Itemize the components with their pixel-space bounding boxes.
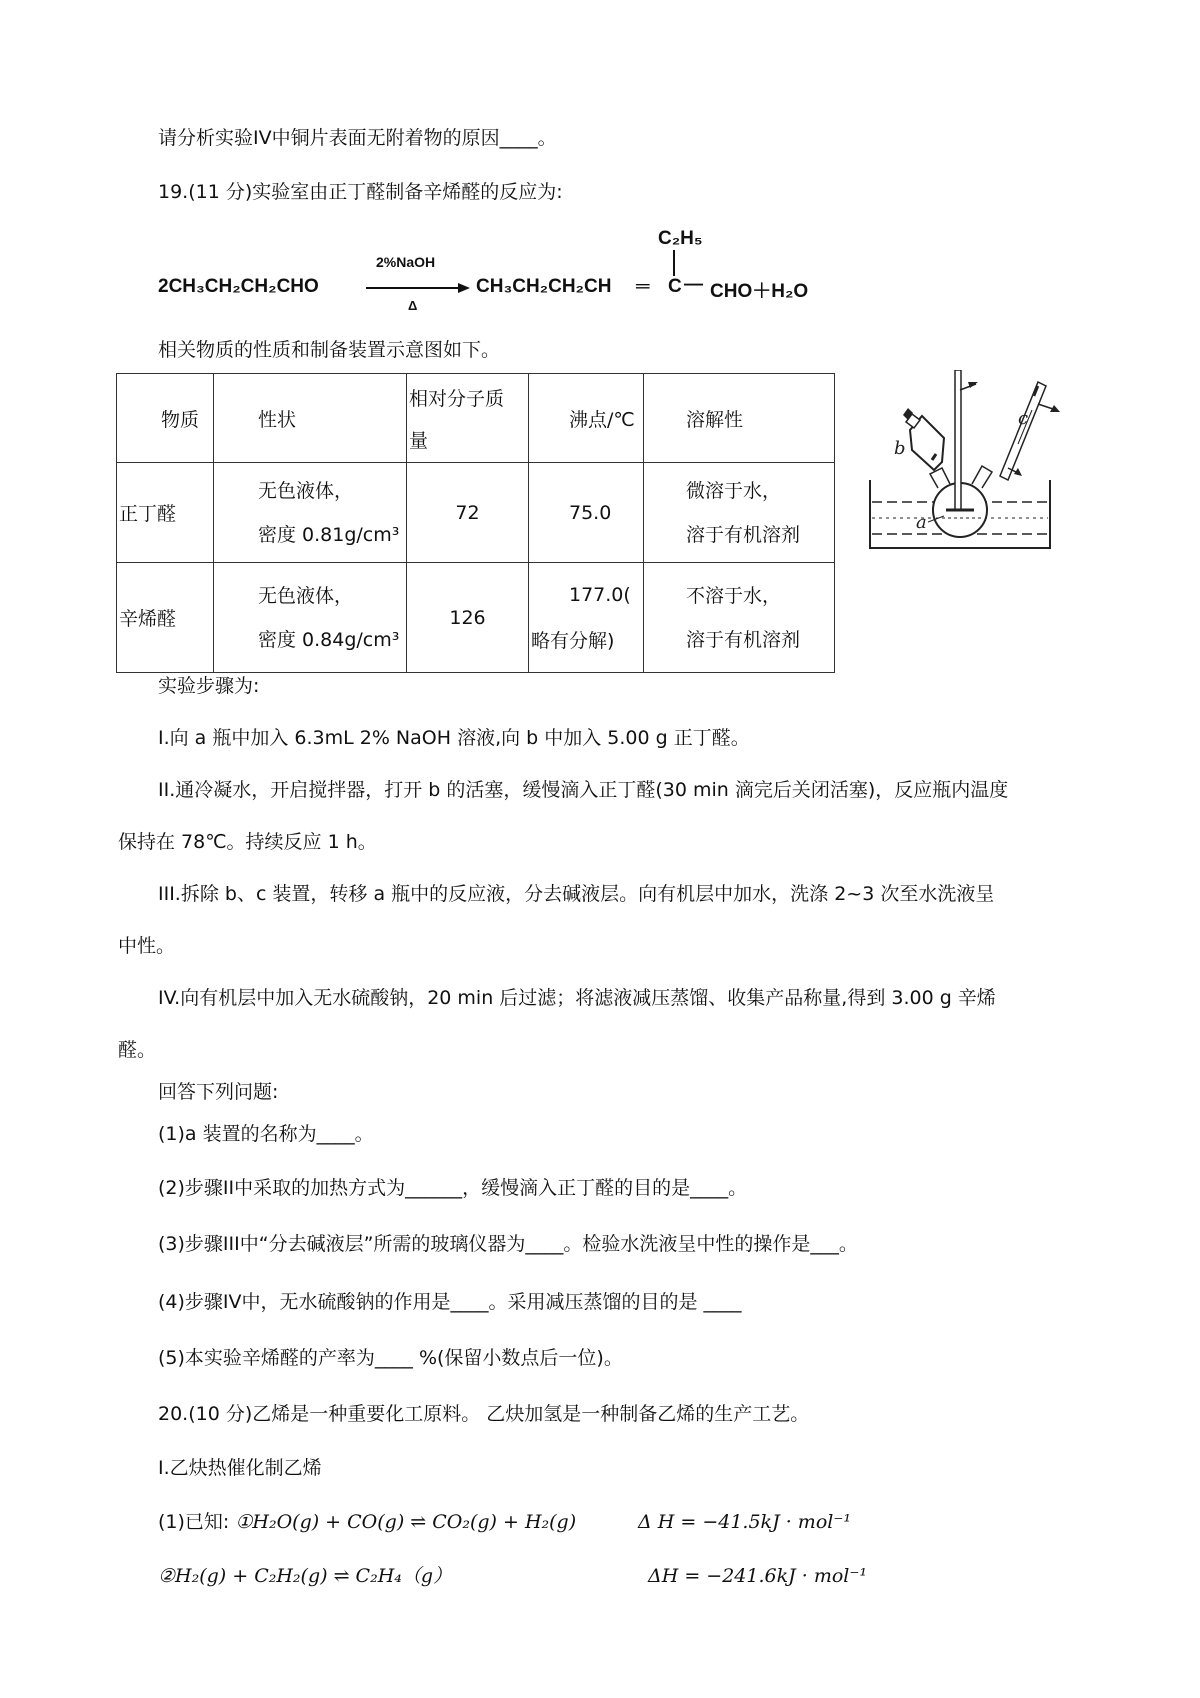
table-row bbox=[117, 463, 835, 563]
step-2-line-1: II.通冷凝水，开启搅拌器，打开 b 的活塞，缓慢滴入正丁醛(30 min 滴完后关闭活塞)，反应瓶内温度 bbox=[158, 779, 1009, 801]
equation-1-enthalpy: Δ H = −41.5kJ · mol⁻¹ bbox=[638, 1511, 851, 1533]
state-cell bbox=[214, 574, 406, 662]
label-b: b bbox=[894, 438, 906, 459]
question-18-tail: 请分析实验IV中铜片表面无附着物的原因____。 bbox=[158, 127, 557, 149]
central-carbon: C bbox=[668, 276, 682, 297]
double-bond: ═ bbox=[636, 276, 650, 297]
bp-cell bbox=[529, 572, 643, 664]
sub-question-2: (2)步骤II中采取的加热方式为______，缓慢滴入正丁醛的目的是____。 bbox=[158, 1177, 748, 1199]
question-20-heading: 20.(10 分)乙烯是一种重要化工原料。 乙炔加氢是一种制备乙烯的生产工艺。 bbox=[158, 1403, 810, 1425]
solubility-cell bbox=[644, 574, 834, 662]
condition-bottom: Δ bbox=[408, 298, 418, 313]
state-line-1: 无色液体， bbox=[258, 584, 354, 607]
question-19-heading: 19.(11 分)实验室由正丁醛制备辛烯醛的反应为: bbox=[158, 181, 563, 203]
sub-question-4: (4)步骤IV中，无水硫酸钠的作用是____。采用减压蒸馏的目的是 ____ bbox=[158, 1291, 742, 1313]
solubility-cell bbox=[644, 469, 834, 557]
table-header-row bbox=[117, 374, 835, 463]
equation-2: ②H₂(g) + C₂H₂(g) ⇌ C₂H₄（g） bbox=[158, 1565, 453, 1587]
ethyl-branch: C₂H₅ bbox=[658, 228, 703, 249]
step-4-line-2: 醛。 bbox=[118, 1039, 157, 1061]
part-1-title: I.乙炔热催化制乙烯 bbox=[158, 1457, 322, 1479]
condition-top: 2%NaOH bbox=[376, 254, 436, 270]
step-3-line-2: 中性。 bbox=[118, 935, 176, 957]
step-2-line-2: 保持在 78℃。持续反应 1 h。 bbox=[118, 831, 377, 853]
header-boiling-point: 沸点/℃ bbox=[569, 408, 635, 431]
bp-line-1: 177.0( bbox=[569, 583, 631, 606]
bp-line-2: 略有分解) bbox=[531, 629, 615, 652]
solubility-line-2: 溶于有机溶剂 bbox=[686, 523, 801, 546]
branch-bond bbox=[671, 250, 677, 276]
solubility-line-2: 溶于有机溶剂 bbox=[686, 628, 801, 651]
bp-value: 75.0 bbox=[569, 501, 612, 524]
label-a: a bbox=[916, 512, 927, 533]
state-line-1: 无色液体， bbox=[258, 479, 354, 502]
single-bond-dash: — bbox=[684, 274, 703, 295]
sub-question-3: (3)步骤III中“分去碱液层”所需的玻璃仪器为____。检验水洗液呈中性的操作是___。 bbox=[158, 1233, 858, 1255]
state-line-2: 密度 0.81g/cm³ bbox=[258, 523, 400, 546]
state-cell bbox=[214, 469, 406, 557]
product-tail: CHO＋H₂O bbox=[710, 281, 809, 302]
apparatus-diagram bbox=[860, 370, 1090, 560]
state-line-2: 密度 0.84g/cm³ bbox=[258, 628, 400, 651]
header-state: 性状 bbox=[258, 408, 297, 431]
substance-name: 辛烯醛 bbox=[119, 608, 177, 630]
properties-table bbox=[116, 373, 835, 673]
header-substance: 物质 bbox=[161, 408, 200, 431]
substance-name: 正丁醛 bbox=[119, 503, 177, 525]
step-3-line-1: III.拆除 b、c 装置，转移 a 瓶中的反应液，分去碱液层。向有机层中加水，洗涤 2~3 次至水洗液呈 bbox=[158, 883, 995, 905]
reactant: 2CH₃CH₂CH₂CHO bbox=[158, 276, 319, 297]
mw-value: 126 bbox=[449, 606, 486, 629]
table-row bbox=[117, 563, 835, 673]
sub-question-5: (5)本实验辛烯醛的产率为____ %(保留小数点后一位)。 bbox=[158, 1347, 623, 1369]
steps-title: 实验步骤为: bbox=[158, 675, 260, 697]
solubility-line-1: 不溶于水， bbox=[686, 584, 782, 607]
properties-intro: 相关物质的性质和制备装置示意图如下。 bbox=[158, 339, 501, 361]
header-mw-line-2: 量 bbox=[409, 430, 429, 452]
answer-title: 回答下列问题: bbox=[158, 1081, 279, 1103]
reaction-arrow bbox=[366, 282, 470, 294]
equation-1-prefix: (1)已知: bbox=[158, 1511, 236, 1533]
mw-value: 72 bbox=[455, 501, 480, 524]
equation-2-enthalpy: ΔH = −241.6kJ · mol⁻¹ bbox=[648, 1565, 868, 1587]
label-c: c bbox=[1018, 408, 1029, 429]
header-mw bbox=[407, 374, 528, 462]
equation-1-body: ①H₂O(g) + CO(g) ⇌ CO₂(g) + H₂(g) bbox=[235, 1511, 577, 1533]
equation-1 bbox=[158, 1510, 576, 1534]
solubility-line-1: 微溶于水， bbox=[686, 479, 782, 502]
header-solubility: 溶解性 bbox=[686, 408, 744, 431]
reaction-equation bbox=[158, 228, 838, 313]
product-chain: CH₃CH₂CH₂CH bbox=[476, 276, 612, 297]
sub-question-1: (1)a 装置的名称为____。 bbox=[158, 1123, 374, 1145]
step-4-line-1: IV.向有机层中加入无水硫酸钠，20 min 后过滤；将滤液减压蒸馏、收集产品称量,得到 3.00 g 辛烯 bbox=[158, 987, 996, 1009]
step-1: I.向 a 瓶中加入 6.3mL 2% NaOH 溶液,向 b 中加入 5.00 g 正丁醛。 bbox=[158, 727, 750, 749]
header-mw-line-1: 相对分子质 bbox=[409, 388, 505, 410]
